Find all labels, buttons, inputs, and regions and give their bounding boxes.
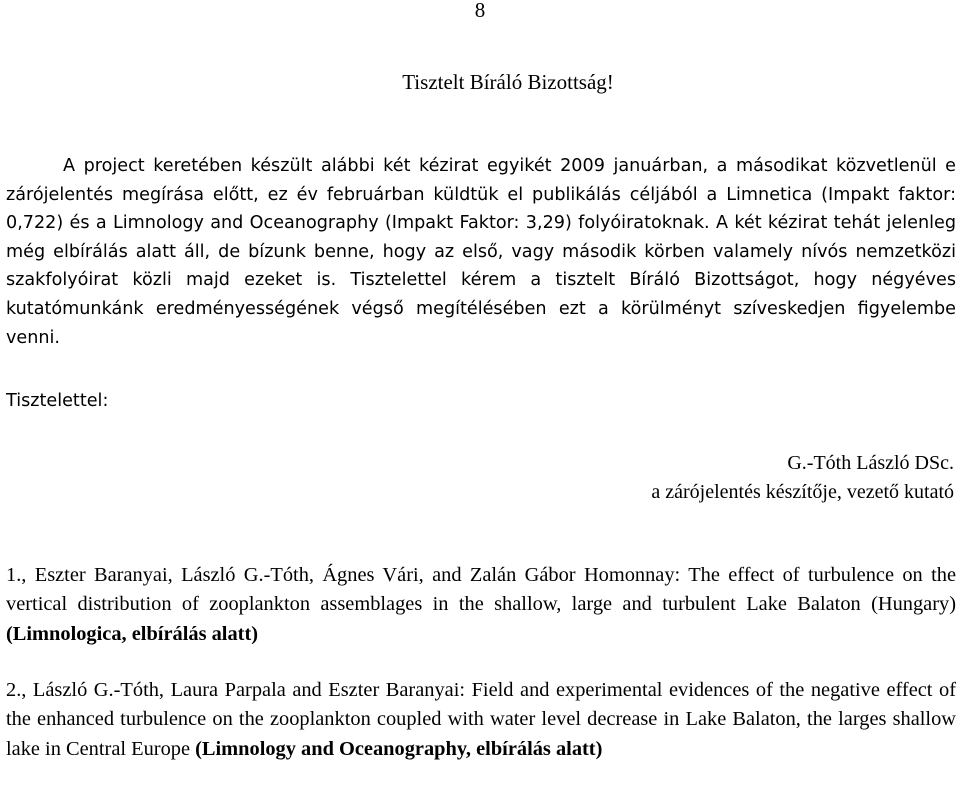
reference-status: (Limnology and Oceanography, elbírálás alatt) xyxy=(195,737,603,760)
reference-item xyxy=(6,676,956,764)
body-paragraph: A project keretében készült alábbi két kézirat egyikét 2009 januárban, a másodikat közvetlenül e zárójelentés megírása előtt, ez év februárban küldtük el publikálás céljából a Limnetica (Impakt faktor: 0,722) és a Limnology and Oceanography (Impakt Faktor: 3,29) folyóiratoknak. A két kézirat tehát jelenleg még elbírálás alatt áll, de bízunk benne, hogy az első, vagy második körben valamely nívós nemzetközi szakfolyóirat közli majd ezeket is. Tisztelettel kérem a tisztelt Bíráló Bizottságot, hogy négyéves kutatómunkánk eredményességének végső megítélésében ezt a körülményt szíveskedjen figyelembe venni. xyxy=(6,156,956,348)
closing-phrase: Tisztelettel: xyxy=(6,391,109,411)
reference-item xyxy=(6,561,956,649)
signature-name: G.-Tóth László DSc. xyxy=(787,452,954,474)
page-number: 8 xyxy=(474,0,486,22)
reference-text: 1., Eszter Baranyai, László G.-Tóth, Ágnes Vári, and Zalán Gábor Homonnay: The effect of turbulence on the vertical distribution of zooplankton assemblages in the shallow, large and turbulent Lake Balaton (Hungary) xyxy=(6,564,956,616)
salutation: Tisztelt Bíráló Bizottság! xyxy=(402,70,614,94)
reference-status: (Limnologica, elbírálás alatt) xyxy=(6,622,259,645)
reference-text: 2., László G.-Tóth, Laura Parpala and Eszter Baranyai: Field and experimental evidences of the negative effect of the enhanced turbulence on the zooplankton coupled with water level decrease in Lake Balaton, the larges shallow lake in Central Europe xyxy=(6,679,956,760)
signature-role: a zárójelentés készítője, vezető kutató xyxy=(651,481,954,503)
